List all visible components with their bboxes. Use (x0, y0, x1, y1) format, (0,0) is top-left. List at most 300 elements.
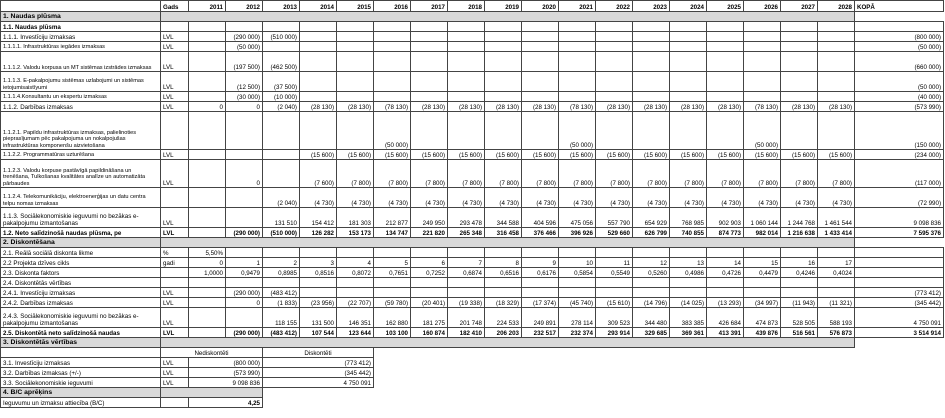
value-cell: 529 660 (596, 228, 633, 238)
value-cell: 0,7651 (374, 268, 411, 278)
value-cell (744, 52, 781, 72)
total-cell (855, 278, 944, 288)
value-cell (485, 288, 522, 298)
table-row (1, 72, 944, 92)
value-cell (300, 52, 337, 72)
value-cell (596, 42, 633, 52)
value-cell (448, 288, 485, 298)
total-cell: 3 514 914 (855, 328, 944, 338)
value-cell: 232 517 (522, 328, 559, 338)
row-unit: LVL (161, 298, 189, 308)
row-label: 2.2 Projekta dzīves cikls (1, 258, 161, 268)
row-label: 2.4.3. Sociālekonomiskie ieguvumi no bezākas e-pakalpojumu izmantošanas (1, 308, 161, 328)
blank (374, 348, 944, 358)
section-header (1, 338, 944, 348)
value-cell (633, 278, 670, 288)
value-cell: 16 (781, 258, 818, 268)
value-cell (596, 72, 633, 92)
row-unit: % (161, 248, 189, 258)
bc-row (1, 368, 944, 378)
value-cell (337, 248, 374, 258)
row-label: 1.1.1.2. Valodu korpusa un MT sistēmas izstrādes izmaksas (1, 52, 161, 72)
value-cell: (28 130) (781, 102, 818, 112)
value-cell: (15 600) (670, 150, 707, 160)
value-cell (411, 32, 448, 42)
value-cell (300, 288, 337, 298)
row-label: 1.1. Naudas plūsma (1, 22, 161, 32)
value-cell (596, 112, 633, 150)
value-cell (744, 288, 781, 298)
value-cell: (7 800) (707, 160, 744, 188)
value-cell: (15 600) (300, 150, 337, 160)
value-cell: (28 130) (707, 102, 744, 112)
bc-col-undiscounted: Nediskontēti (161, 348, 263, 358)
value-cell (522, 52, 559, 72)
value-cell (226, 248, 263, 258)
value-cell (263, 278, 300, 288)
value-cell: (17 374) (522, 298, 559, 308)
value-cell (374, 288, 411, 298)
value-cell: 426 684 (707, 308, 744, 328)
value-cell: 0,5260 (633, 268, 670, 278)
bc-undiscounted-value: 9 098 836 (189, 378, 263, 388)
value-cell (300, 112, 337, 150)
value-cell (633, 248, 670, 258)
value-cell: 0 (226, 102, 263, 112)
value-cell (707, 52, 744, 72)
bc-row (1, 358, 944, 368)
total-cell: (800 000) (855, 32, 944, 42)
value-cell: (28 130) (485, 102, 522, 112)
row-unit: LVL (161, 92, 189, 102)
value-cell: (7 800) (744, 160, 781, 188)
value-cell (485, 278, 522, 288)
row-label: 1.1.1.3. E-pakalpojumu sistēmas uzlabojumi un sistēmas ietojumisaistīyumi (1, 72, 161, 92)
value-cell: 5 (374, 258, 411, 268)
row-unit: LVL (161, 308, 189, 328)
bc-row-unit: LVL (161, 378, 189, 388)
value-cell (522, 112, 559, 150)
value-cell: (4 730) (596, 188, 633, 208)
value-cell (781, 32, 818, 42)
value-cell: 201 748 (448, 308, 485, 328)
row-unit: LVL (161, 32, 189, 42)
value-cell: 740 855 (670, 228, 707, 238)
value-cell (559, 248, 596, 258)
value-cell (485, 248, 522, 258)
total-cell: (573 990) (855, 102, 944, 112)
value-cell: (28 130) (596, 102, 633, 112)
total-cell: (345 442) (855, 298, 944, 308)
value-cell (818, 112, 855, 150)
value-cell (485, 72, 522, 92)
value-cell: (290 000) (226, 328, 263, 338)
value-cell (226, 278, 263, 288)
value-cell (559, 42, 596, 52)
value-cell (633, 22, 670, 32)
value-cell (707, 112, 744, 150)
value-cell: (462 500) (263, 52, 300, 72)
value-cell (226, 308, 263, 328)
value-cell (744, 248, 781, 258)
value-cell: 221 820 (411, 228, 448, 238)
value-cell (263, 248, 300, 258)
value-cell: 0,4246 (781, 268, 818, 278)
value-cell (374, 248, 411, 258)
value-cell: 232 374 (559, 328, 596, 338)
value-cell: (15 600) (337, 150, 374, 160)
value-cell (337, 42, 374, 52)
value-cell (374, 42, 411, 52)
row-unit: LVL (161, 288, 189, 298)
total-cell: (117 000) (855, 160, 944, 188)
year-header: 2026 (744, 1, 781, 12)
value-cell: (78 130) (374, 102, 411, 112)
value-cell: (7 800) (374, 160, 411, 188)
value-cell (226, 150, 263, 160)
value-cell: (30 000) (226, 92, 263, 102)
value-cell (300, 72, 337, 92)
value-cell (670, 288, 707, 298)
value-cell (337, 32, 374, 42)
row-label: 1.1.1.1. Infrastruktūras iegādes izmaksas (1, 42, 161, 52)
value-cell (781, 278, 818, 288)
value-cell (522, 32, 559, 42)
value-cell: 0,4726 (707, 268, 744, 278)
header-unit: Gads (161, 1, 189, 12)
row-label: 2.5. Diskontētā neto salīdzinošā naudas (1, 328, 161, 338)
value-cell (559, 72, 596, 92)
total-cell: 4 750 091 (855, 308, 944, 328)
value-cell (448, 248, 485, 258)
value-cell (337, 52, 374, 72)
value-cell (633, 32, 670, 42)
value-cell: 3 (300, 258, 337, 268)
value-cell (744, 92, 781, 102)
value-cell (374, 92, 411, 102)
value-cell (448, 32, 485, 42)
row-label: 1.1.1. Investīciju izmaksas (1, 32, 161, 42)
value-cell: 383 385 (670, 308, 707, 328)
value-cell: (4 730) (670, 188, 707, 208)
year-header: 2011 (189, 1, 226, 12)
table-row (1, 188, 944, 208)
value-cell: 0 (189, 258, 226, 268)
value-cell (411, 288, 448, 298)
value-cell (818, 52, 855, 72)
row-label: 1.1.2.1. Papildu infrastruktūras izmaksas, palielinoties pieprasījumam pēc pakalpojuma un nokalpojušas infrastruktūras komponenšu aizvietošana (1, 112, 161, 150)
value-cell (818, 72, 855, 92)
row-label: 1.1.2.4. Telekomunikāciju, elektroenerģijas un datu centra telpu nomas izmaksas (1, 188, 161, 208)
table-row (1, 248, 944, 258)
table-row (1, 22, 944, 32)
value-cell (300, 32, 337, 42)
value-cell: 7 (448, 258, 485, 268)
value-cell (818, 248, 855, 258)
table-row (1, 228, 944, 238)
total-cell: (50 000) (855, 42, 944, 52)
value-cell: 118 155 (263, 308, 300, 328)
value-cell: 0,4024 (818, 268, 855, 278)
value-cell: (15 600) (374, 150, 411, 160)
header-label (1, 1, 161, 12)
table-row (1, 52, 944, 72)
value-cell: (50 000) (374, 112, 411, 150)
value-cell (670, 42, 707, 52)
table-row (1, 298, 944, 308)
total-cell (855, 22, 944, 32)
value-cell: (14 025) (670, 298, 707, 308)
table-row (1, 112, 944, 150)
value-cell: (10 000) (263, 92, 300, 102)
table-row (1, 150, 944, 160)
value-cell (189, 288, 226, 298)
year-header: 2021 (559, 1, 596, 12)
value-cell (781, 92, 818, 102)
bc-ratio-value: 4,25 (189, 398, 263, 408)
section-fill (161, 238, 855, 248)
value-cell (226, 188, 263, 208)
value-cell (633, 52, 670, 72)
value-cell (818, 278, 855, 288)
value-cell: (2 040) (263, 188, 300, 208)
value-cell (189, 112, 226, 150)
row-unit: LVL (161, 52, 189, 72)
value-cell (781, 112, 818, 150)
value-cell: (28 130) (300, 102, 337, 112)
value-cell (522, 92, 559, 102)
value-cell: (7 800) (633, 160, 670, 188)
row-unit (161, 188, 189, 208)
year-header: 2016 (374, 1, 411, 12)
value-cell (485, 32, 522, 42)
row-unit: LVL (161, 102, 189, 112)
value-cell: 11 (596, 258, 633, 268)
row-label: 1.1.3. Sociālekonomiskie ieguvumi no bezākas e-pakalpojumu izmantošanas (1, 208, 161, 228)
table-row (1, 288, 944, 298)
value-cell (226, 112, 263, 150)
value-cell: 212 877 (374, 208, 411, 228)
value-cell (411, 22, 448, 32)
value-cell: (2 040) (263, 102, 300, 112)
row-label: 2.1. Reālā sociālā diskonta likme (1, 248, 161, 258)
value-cell: (4 730) (744, 188, 781, 208)
value-cell (670, 92, 707, 102)
table-row (1, 278, 944, 288)
value-cell: (15 600) (559, 150, 596, 160)
value-cell: (4 730) (337, 188, 374, 208)
value-cell (337, 72, 374, 92)
value-cell: (78 130) (559, 102, 596, 112)
value-cell (485, 92, 522, 102)
table-row (1, 32, 944, 42)
value-cell (226, 22, 263, 32)
value-cell (744, 42, 781, 52)
value-cell: (45 740) (559, 298, 596, 308)
value-cell (485, 42, 522, 52)
bc-row-unit: LVL (161, 358, 189, 368)
value-cell: 278 114 (559, 308, 596, 328)
section-header (1, 12, 944, 22)
value-cell (670, 22, 707, 32)
bc-row-label: 3.1. Investīciju izmaksas (1, 358, 161, 368)
section-title: 2. Diskontēšana (1, 238, 161, 248)
section-fill (161, 388, 263, 398)
bc-header-blank (1, 348, 161, 358)
value-cell (818, 42, 855, 52)
value-cell: (18 329) (485, 298, 522, 308)
value-cell (189, 52, 226, 72)
value-cell (818, 288, 855, 298)
value-cell: 224 533 (485, 308, 522, 328)
total-cell (855, 258, 944, 268)
value-cell (226, 208, 263, 228)
value-cell: 131 500 (300, 308, 337, 328)
value-cell: (11 943) (781, 298, 818, 308)
value-cell: (4 730) (818, 188, 855, 208)
row-label: 1.1.2. Darbības izmaksas (1, 102, 161, 112)
value-cell: 329 685 (633, 328, 670, 338)
value-cell (633, 92, 670, 102)
value-cell (522, 22, 559, 32)
table-row (1, 328, 944, 338)
year-header: 2019 (485, 1, 522, 12)
row-label: 1.1.2.2. Programmatūras uzturēšana (1, 150, 161, 160)
value-cell: (15 600) (522, 150, 559, 160)
value-cell (744, 22, 781, 32)
value-cell (485, 52, 522, 72)
value-cell: 0,5854 (559, 268, 596, 278)
value-cell (448, 278, 485, 288)
value-cell: 902 903 (707, 208, 744, 228)
value-cell: 0 (189, 102, 226, 112)
value-cell: (11 321) (818, 298, 855, 308)
value-cell: (4 730) (300, 188, 337, 208)
value-cell: 0,5549 (596, 268, 633, 278)
value-cell: (4 730) (374, 188, 411, 208)
value-cell (633, 288, 670, 298)
value-cell (189, 160, 226, 188)
value-cell (189, 208, 226, 228)
value-cell: 249 950 (411, 208, 448, 228)
value-cell: 1 433 414 (818, 228, 855, 238)
value-cell: (15 610) (596, 298, 633, 308)
value-cell (670, 52, 707, 72)
value-cell: 654 929 (633, 208, 670, 228)
row-label: 2.4.2. Darbības izmaksas (1, 298, 161, 308)
value-cell (707, 32, 744, 42)
total-cell: (660 000) (855, 52, 944, 72)
value-cell (670, 248, 707, 258)
value-cell: (290 000) (226, 32, 263, 42)
value-cell (448, 92, 485, 102)
value-cell: (7 800) (485, 160, 522, 188)
value-cell (559, 22, 596, 32)
value-cell (189, 150, 226, 160)
value-cell (411, 92, 448, 102)
value-cell: 265 348 (448, 228, 485, 238)
row-unit: LVL (161, 150, 189, 160)
value-cell: 1 461 544 (818, 208, 855, 228)
table-row (1, 160, 944, 188)
value-cell: 588 193 (818, 308, 855, 328)
value-cell (189, 72, 226, 92)
total-cell: (150 000) (855, 112, 944, 150)
row-unit: LVL (161, 228, 189, 238)
value-cell: 6 (411, 258, 448, 268)
value-cell (596, 288, 633, 298)
value-cell (411, 42, 448, 52)
value-cell (670, 32, 707, 42)
value-cell (522, 248, 559, 258)
value-cell: (50 000) (226, 42, 263, 52)
year-header: 2028 (818, 1, 855, 12)
value-cell: (4 730) (522, 188, 559, 208)
value-cell: (7 800) (337, 160, 374, 188)
value-cell: (7 800) (448, 160, 485, 188)
value-cell: 528 505 (781, 308, 818, 328)
year-header: 2017 (411, 1, 448, 12)
value-cell (670, 72, 707, 92)
value-cell (189, 188, 226, 208)
value-cell (300, 92, 337, 102)
value-cell (707, 92, 744, 102)
value-cell: (50 000) (744, 112, 781, 150)
value-cell (189, 22, 226, 32)
value-cell: (15 600) (781, 150, 818, 160)
value-cell: 0 (226, 298, 263, 308)
value-cell: 131 510 (263, 208, 300, 228)
value-cell (300, 248, 337, 258)
section-title: 3. Diskontētās vērtības (1, 338, 161, 348)
row-unit (161, 278, 189, 288)
row-unit (161, 268, 189, 278)
value-cell (189, 42, 226, 52)
value-cell (374, 72, 411, 92)
value-cell: (7 800) (818, 160, 855, 188)
value-cell: 0,7252 (411, 268, 448, 278)
value-cell: 396 926 (559, 228, 596, 238)
value-cell: (28 130) (448, 102, 485, 112)
table-row (1, 102, 944, 112)
value-cell: 293 914 (596, 328, 633, 338)
blank (263, 398, 944, 408)
value-cell: 376 466 (522, 228, 559, 238)
value-cell: 153 173 (337, 228, 374, 238)
value-cell: (15 600) (744, 150, 781, 160)
year-header: 2018 (448, 1, 485, 12)
value-cell: 0,6516 (485, 268, 522, 278)
year-header: 2023 (633, 1, 670, 12)
value-cell (263, 160, 300, 188)
value-cell (744, 278, 781, 288)
value-cell: 557 790 (596, 208, 633, 228)
year-header: 2014 (300, 1, 337, 12)
value-cell: 206 203 (485, 328, 522, 338)
bc-ratio-blank (161, 398, 189, 408)
value-cell: 14 (707, 258, 744, 268)
total-cell: (72 990) (855, 188, 944, 208)
value-cell: 126 282 (300, 228, 337, 238)
value-cell (707, 278, 744, 288)
value-cell: (28 130) (818, 102, 855, 112)
value-cell: (4 730) (411, 188, 448, 208)
value-cell: (15 600) (818, 150, 855, 160)
bc-ratio-row (1, 398, 944, 408)
value-cell: (15 600) (633, 150, 670, 160)
value-cell (707, 72, 744, 92)
value-cell: (28 130) (633, 102, 670, 112)
